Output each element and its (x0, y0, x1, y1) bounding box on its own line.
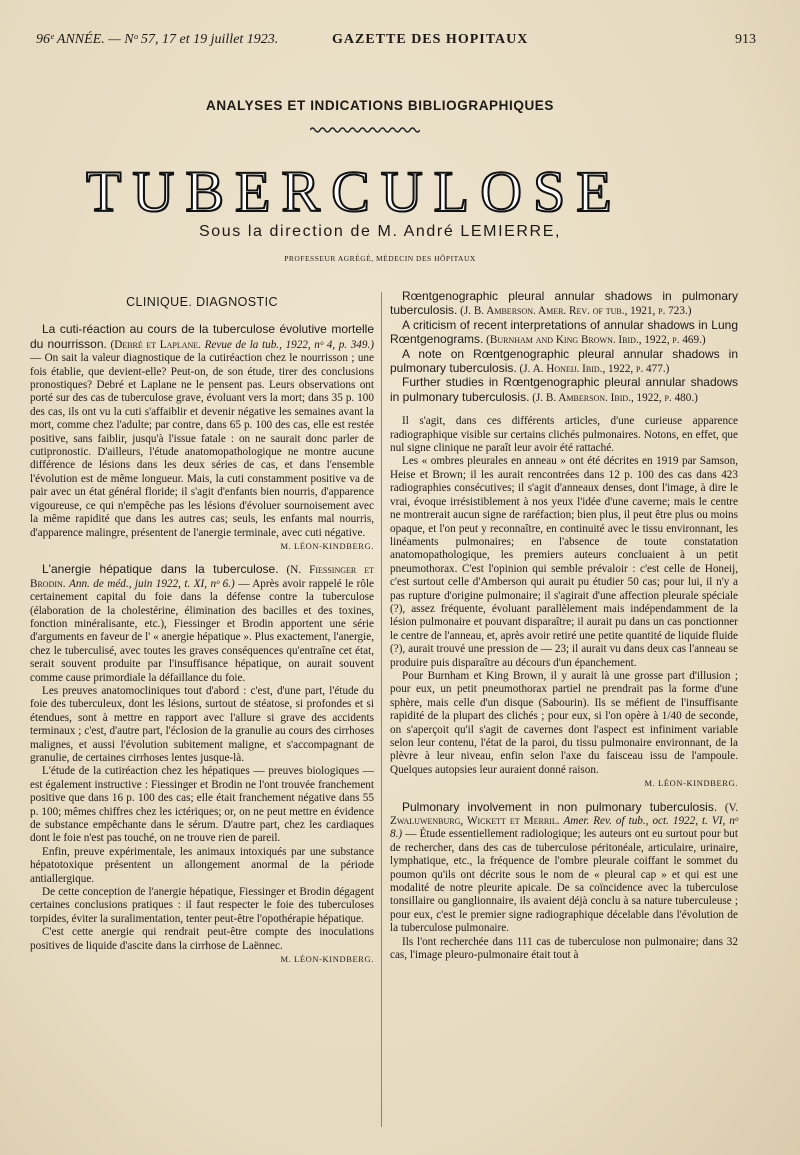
article-title: Pulmonary involvement in non pulmonary tuberculosis. (402, 799, 718, 814)
reference-title: A criticism of recent interpretations of annular shadows in Lung Rœntgenograms. (390, 317, 738, 347)
reference-source: (J. B. Amberson. Amer. Rev. of tub., 1921, p. 723.) (460, 305, 692, 318)
article-authors: (V. Zwaluwenburg, Wickett et Merril. (390, 801, 739, 828)
article-authors: (N. Fiessinger et Brodin. (30, 564, 374, 590)
reference-source: (Burnham and King Brown. Ibid., 1922, p. 469.) (486, 334, 706, 347)
article-5 (390, 801, 738, 936)
paragraph: De cette conception de l'anergie hépatique, Fiessinger et Brodin dégagent certaines conclusions pratiques : il faut respecter le foie des tuberculoses torpides, éviter la suralimentation, tenter peut-être l'opothérapie hépatique. (30, 886, 374, 925)
reference-source: (J. B. Amberson. Ibid., 1922, p. 480.) (532, 391, 698, 404)
main-title: TUBERCULOSE (86, 159, 623, 224)
running-head (36, 32, 760, 54)
reference-source: (J. A. Honeij. Ibid., 1922, p. 477.) (519, 363, 670, 376)
journal-name: GAZETTE DES HOPITAUX (332, 32, 529, 47)
paragraph: Pour Burnham et King Brown, il y aurait là une grosse part d'illusion ; pour eux, un petit pneumothorax partiel ne prendrait pas la forme d'une sphère, mais celle d'un disque (Sabourin). Ils se méfient de l'insuffisante rapidité de la plupart des clichés ; pour eux, si l'on opère à 1/40 de seconde, on s'aperçoit qu'il s'agit de cavernes dont l'aspect est infiniment variable selon leur contenu, l'état de la paroi, du tissu pulmonaire environnant, de la plèvre à leur niveau, enfin selon l'axe du faisceau issu de l'ampoule. Quelques autopsies leur auraient donné raison. (390, 669, 738, 776)
article-ref: Ann. de méd., juin 1922, t. XI, nᵒ 6.) (69, 577, 235, 590)
professor-line: PROFESSEUR AGRÉGÉ, MÉDECIN DES HÔPITAUX (284, 254, 476, 263)
issue-info: 96ᵉ ANNÉE. — Nᵒ 57, 17 et 19 juillet 1923. (36, 32, 279, 47)
spacer (390, 405, 738, 415)
signature: M. LÉON-KINDBERG. (644, 778, 738, 789)
reference-title: Further studies in Rœntgenographic pleural annular shadows in pulmonary tuberculosis. (390, 375, 738, 404)
section-heading: CLINIQUE. DIAGNOSTIC (126, 295, 278, 309)
reference-4 (390, 376, 738, 405)
paragraph: Enfin, preuve expérimentale, les animaux intoxiqués par une substance hépatotoxique présentent un allongement anormal de la période antiallergique. (30, 845, 374, 885)
article-text: — On sait la valeur diagnostique de la cutiréaction chez le nourrisson ; une fois établie, que devient-elle? Peut-on, de son étude, tirer des conclusions pronostiques? Debré et Laplane ne le pensent pas. Leurs observations ont porté sur des cas de tuberculose grave, évoluant vers la mort; dans 35 p. 100 des cas, ils ont vu la cuti s'affaiblir et devenir négative les semaines avant la mort, comme chez l'adulte; par contre, dans 65 p. 100 des cas, elle est restée positive, sans faiblir, jusqu'à l'issue fatale : on ne saurait donc parler de cutipronostic. D'ailleurs, l'étude anatomopathologique ne montre aucune différence de lésions dans les deux séries de cas, et dans l'ensemble l'évolution est de même longueur. Mais, la cuti constamment positive va de pair avec un état général floride; il s'agit d'enfants bien nourris, d'apparence vigoureuse, ce qui n'empêche pas les lésions d'évoluer sournoisement avec la même rapidité que dans les autres cas; seuls, les enfants mal nourris, d'apparence malingre, présentent de l'anergie terminale, avec cuti négative. (30, 352, 374, 539)
reference-title: A note on Rœntgenographic pleural annular shadows in pulmonary tuberculosis. (390, 346, 738, 376)
article-title: La cuti-réaction au cours de la tuberculose évolutive mortelle du nourrisson. (30, 322, 374, 351)
reference-title: Rœntgenographic pleural annular shadows in pulmonary tuberculosis. (390, 289, 738, 318)
article-2 (30, 563, 374, 685)
article-authors: (Debré et Laplane. (110, 338, 201, 351)
paragraph: Les « ombres pleurales en anneau » ont été décrites en 1919 par Samson, Heise et Brown; il les aurait rencontrées dans 12 p. 100 des cas dans 423 radiographies consécutives; il s'agit d'anneaux denses, dont l'image, à dire le vrai, évoque irrésistiblement à nos yeux l'idée d'une caverne; mais le centre ne montrerait aucun signe de raréfaction; bien plus, il peut être plus ou moins opaque, et l'on peut y reconnaître, en continuité avec le tissu environnant, les linéaments pulmonaires; en l'absence de toute constatation anatomopathologique, les premiers auteurs concluaient à un petit pneumothorax. C'est l'opinion qui semble prévaloir : c'est celle de Honeij, c'est surtout celle d'Amberson qui aurait pu étudier 50 cas; pour lui, il n'y a pas rupture d'origine pulmonaire; il s'agirait d'une affection pleurale spéciale (?), assez fréquente, évoluant parallèlement mais indépendamment de la lésion pulmonaire et pouvant disparaître; il aurait pu dans un cas ponctionner le centre de l'anneau, et, après avoir retiré une petite quantité de liquide fluide (?), aurait trouvé une pression de — 23; il aurait vu dans deux cas l'anneau se produire puis disparaître au décours d'un épanchement. (390, 455, 738, 669)
paragraph: L'étude de la cutiréaction chez les hépatiques — preuves biologiques — est également instructive : Fiessinger et Brodin ne l'ont trouvée franchement positive que dans 16 p. 100 des cas; elle était franchement négative dans 55 p. 100; mêmes chiffres chez les ictériques; or, on ne peut mettre en évidence de substance empêchante dans le sérum. D'autre part, chez les cardiaques dont le foie n'est pas touché, on ne trouve rien de pareil. (30, 765, 374, 845)
column-divider (381, 292, 382, 1127)
section-title: ANALYSES ET INDICATIONS BIBLIOGRAPHIQUES (205, 98, 555, 113)
signature: M. LÉON-KINDBERG. (280, 954, 374, 965)
reference-2 (390, 319, 738, 348)
direction-line: Sous la direction de M. André LEMIERRE, (198, 223, 562, 240)
article-ref: Revue de la tub., 1922, nᵒ 4, p. 349.) (204, 338, 375, 351)
article-text: — Étude essentiellement radiologique; les auteurs ont eu surtout pour but de rechercher, dans des cas de tuberculose péritonéale, articulaire, urinaire, lymphatique, etc., la fréquence de l'ombre pleurale coiffant le sommet du poumon qu'ils ont décrite sous le nom de « pleural cap » et qui est une modalité de notre pleurite apicale. De sa coïncidence avec la tuberculose tonsillaire ou ganglionnaire, ils avaient déjà conclu à sa nature tuberculeuse ; pour eux, c'est le premier signe radiographique décelable dans l'évolution de la tuberculose pulmonaire. (390, 828, 738, 935)
article-title: L'anergie hépatique dans la tuberculose. (42, 562, 279, 577)
left-column (30, 290, 374, 977)
paragraph: C'est cette anergie qui rendrait peut-être compte des inoculations positives de liquide d'ascite dans la cirrhose de Laënnec. (30, 926, 374, 952)
paragraph: Ils l'ont recherchée dans 111 cas de tuberculose non pulmonaire; dans 32 cas, l'image pleuro-pulmonaire était tout à (390, 935, 738, 962)
page-number: 913 (735, 32, 756, 47)
ornament-rule (310, 125, 420, 135)
right-column (390, 290, 738, 963)
paragraph: Les preuves anatomocliniques tout d'abord : c'est, d'une part, l'étude du foie des tuberculeux, dont les lésions, surtout de stéatose, si profondes et si étendues, sont à mettre en rapport avec l'allure si grave des accidents terminaux ; c'est, d'autre part, l'éclosion de la granulie au cours des cirrhoses malignes, et aussi l'évolution subitement maligne, et s'accompagnant de granulie, de certaines cirrhoses lentes jusque-là. (30, 684, 374, 764)
article-1 (30, 323, 374, 540)
reference-3 (390, 348, 738, 377)
reference-1 (390, 290, 738, 319)
paragraph: Il s'agit, dans ces différents articles, d'une curieuse apparence radiographique visible sur certains clichés pulmonaires. Notons, en effet, que nul signe clinique ne paraît leur avoir été rattaché. (390, 415, 738, 455)
article-ref: Amer. Rev. of tub., oct. 1922, t. VI, nᵒ 8.) (390, 815, 738, 841)
signature: M. LÉON-KINDBERG. (280, 540, 374, 551)
article-text: — Après avoir rappelé le rôle certainement capital du foie dans la défense contre la tuberculose (élaboration de la cholestérine, élimination des bacilles et des toxines, fonction minéralisante, etc.), Fiessinger et Brodin apportent une série d'arguments en faveur de l' « anergie hépatique ». Plus exactement, l'anergie, chez le tuberculisé, avec toutes les graves conséquences qu'entraîne cet état, serait souvent produite par l'insuffisance hépatique, on aurait souvent comme cause primordiale la défaillance du foie. (30, 577, 375, 684)
